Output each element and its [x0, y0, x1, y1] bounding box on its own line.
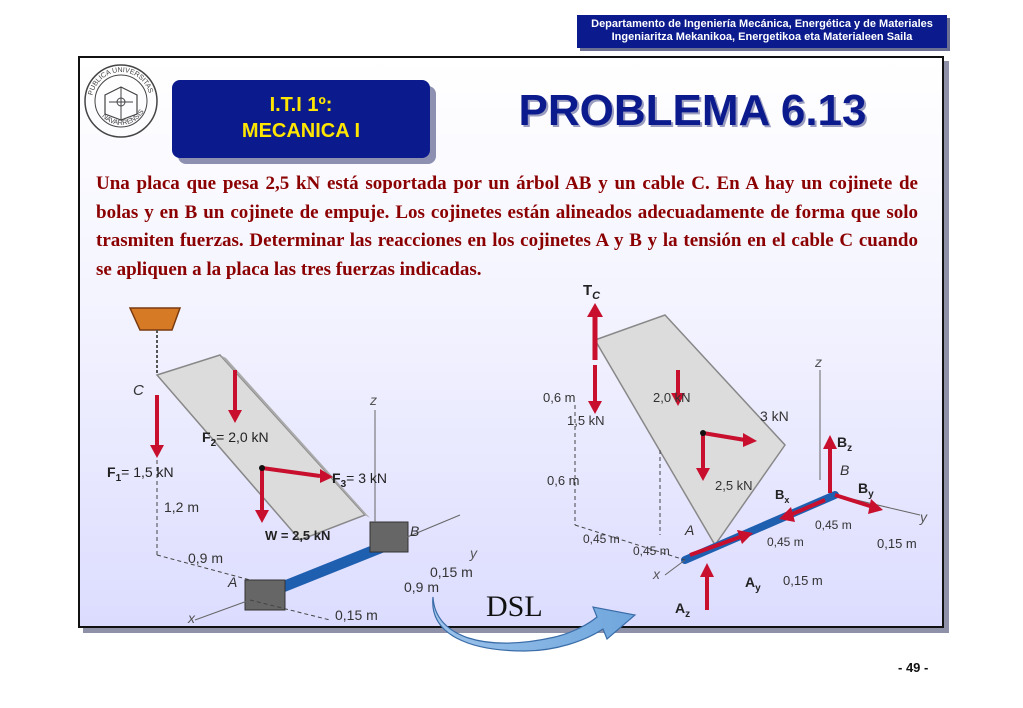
- label-a: A: [228, 574, 238, 590]
- label-dim-0-6a: 0,6 m: [543, 390, 576, 405]
- course-line-1: I.T.I 1º:: [269, 94, 333, 116]
- label-2-0-kn: 2,0 kN: [653, 390, 691, 405]
- label-x: x: [188, 610, 195, 626]
- label-dim-0-9a: 0,9 m: [188, 550, 224, 566]
- plate-figure-left: [100, 300, 500, 630]
- bearing-b-icon: [370, 522, 408, 552]
- svg-text:PUBLICA UNIVERSITAS: PUBLICA UNIVERSITAS: [87, 66, 154, 97]
- label-dim-0-15: 0,15 m: [877, 536, 917, 551]
- page-title: PROBLEMA 6.13: [518, 86, 867, 135]
- label-f1: $F_1= 1,5$ kN: [107, 464, 174, 484]
- department-name-basque: Ingeniaritza Mekanikoa, Energetikoa eta Materialeen Saila: [611, 31, 913, 43]
- label-a: A: [685, 522, 695, 538]
- label-dim-0-45b: 0,45 m: [633, 544, 670, 558]
- label-dim-0-45d: 0,45 m: [815, 518, 852, 532]
- university-seal-logo: [82, 62, 160, 140]
- dsl-label: DSL: [486, 590, 543, 623]
- label-dim-0-15b: 0,15 m: [335, 607, 378, 623]
- x-axis: [665, 560, 685, 575]
- label-dim-0-45a: 0,45 m: [583, 532, 620, 546]
- label-dim-0-45c: 0,45 m: [767, 535, 804, 549]
- label-y: y: [920, 509, 927, 525]
- bearing-a-icon: [245, 580, 285, 610]
- svg-text:NAVARRENSIS: NAVARRENSIS: [100, 108, 146, 127]
- x-axis: [195, 600, 250, 620]
- label-bx: $B_x$: [775, 487, 790, 505]
- label-tc: $T_C$: [583, 282, 601, 302]
- label-f3: $F_3= 3$ kN: [332, 470, 387, 490]
- page-number: - 49 -: [898, 660, 929, 675]
- label-b: B: [410, 523, 420, 539]
- free-body-diagram-right: [535, 275, 935, 620]
- label-f2: $F_2= 2,0$ kN: [202, 429, 269, 449]
- label-z: z: [370, 392, 377, 408]
- label-dim-0-9b: 0,9 m: [404, 579, 440, 595]
- course-line-2: MECANICA I: [241, 120, 361, 142]
- label-by: $B_y$: [858, 480, 874, 500]
- problem-statement: Una placa que pesa 2,5 kN está soportada por un árbol AB y un cable C. En A hay un cojinete de bolas y en B un cojinete de empuje. Los cojinetes están alineados adecuadamente de forma que solo trasmiten fuerzas. Determinar las reacciones en los cojinetes A y B y la tensión en el cable C cuando se apliquen a la placa las tres fuerzas indicadas.: [96, 173, 918, 280]
- department-banner: [577, 15, 947, 48]
- y-axis: [400, 515, 460, 540]
- label-az: $A_z$: [675, 600, 691, 620]
- label-weight: W = 2,5 kN: [265, 528, 331, 543]
- department-name-spanish: Departamento de Ingeniería Mecánica, Energética y de Materiales: [591, 18, 933, 30]
- label-dim-0-15a: 0,15 m: [430, 564, 473, 580]
- label-3-kn: 3 kN: [760, 408, 789, 424]
- label-z: z: [815, 354, 822, 370]
- label-b: B: [840, 462, 850, 478]
- label-ay: $A_y$: [745, 574, 761, 594]
- label-y: y: [470, 545, 477, 561]
- label-dim-0-6b: 0,6 m: [547, 473, 580, 488]
- label-c: C: [133, 382, 144, 399]
- plate-shape: [595, 315, 785, 545]
- reaction-bx-arrow: [790, 500, 825, 515]
- label-2-5-kn: 2,5 kN: [715, 478, 753, 493]
- course-badge: [172, 80, 430, 158]
- ceiling-support-icon: [130, 308, 180, 330]
- label-dim-0-15b: 0,15 m: [783, 573, 823, 588]
- label-1-5-kn: 1,5 kN: [567, 413, 605, 428]
- label-x: x: [653, 566, 660, 582]
- label-bz: $B_z$: [837, 434, 853, 454]
- label-dim-1-2: 1,2 m: [164, 499, 200, 515]
